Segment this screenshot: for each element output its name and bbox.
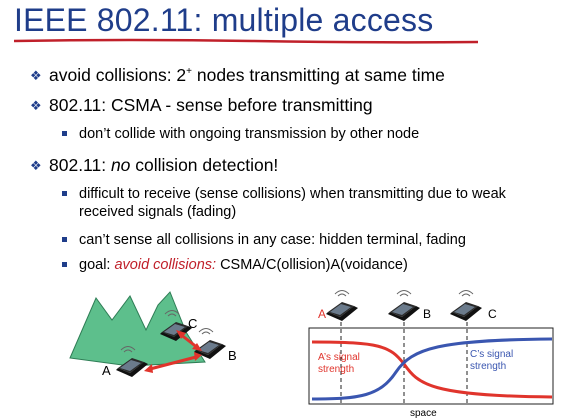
label-c: C <box>188 316 198 331</box>
laptop-icon <box>450 302 482 321</box>
diamond-bullet-icon: ❖ <box>30 158 42 173</box>
bullet-text: difficult to receive (sense collisions) when transmitting due to weak received signals (fading) <box>79 186 506 220</box>
label-b: B <box>423 307 432 321</box>
label-c: C <box>488 307 497 321</box>
wireless-signal-icon <box>335 291 473 297</box>
a-signal-label-line2: strength <box>318 364 355 375</box>
bullet-text: collision detection! <box>130 155 279 175</box>
c-signal-label-line1: C’s signal <box>470 349 514 360</box>
bullet-text: 802.11: CSMA - sense before transmitting <box>49 95 373 115</box>
bullet-text: CSMA/C(ollision)A(voidance) <box>216 257 408 273</box>
laptop-icon <box>326 302 358 321</box>
bullet-text: avoid collisions: 2 <box>49 65 187 85</box>
bullet-emphasis: no <box>110 155 131 175</box>
bullet-text: nodes transmitting at same time <box>192 65 445 85</box>
c-signal-label-line2: strength <box>470 361 507 372</box>
label-a: A <box>102 363 111 378</box>
label-a: A <box>318 307 327 321</box>
laptop-icon <box>388 302 420 321</box>
bullet-text: don’t collide with ongoing transmission by other node <box>79 126 420 142</box>
diamond-bullet-icon: ❖ <box>30 68 42 83</box>
bullet-text: can’t sense all collisions in any case: hidden terminal, fading <box>79 232 466 248</box>
diamond-bullet-icon: ❖ <box>30 98 42 113</box>
bullet-text: 802.11: <box>49 155 111 175</box>
bullet-text: goal: <box>79 257 115 273</box>
bullet-superscript: + <box>186 66 192 78</box>
axis-label-space: space <box>410 408 437 419</box>
a-signal-label-line1: A’s signal <box>318 352 360 363</box>
label-b: B <box>228 348 237 363</box>
bullet-emphasis: avoid collisions: <box>114 257 217 273</box>
slide-title: IEEE 802.11: multiple access <box>14 2 434 38</box>
